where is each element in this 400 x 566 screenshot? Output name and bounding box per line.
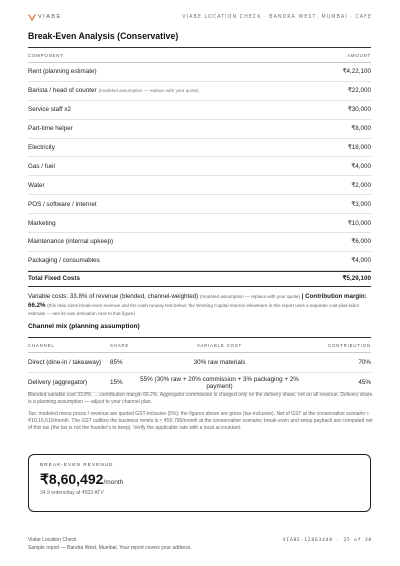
break-even-label: BREAK-EVEN REVENUE [40, 463, 114, 468]
page-header [28, 10, 372, 24]
variable-costs-note: (modeled assumption — replace with your quote) [199, 294, 300, 299]
channel-mix-table [28, 337, 371, 393]
fixed-cost-component [28, 257, 100, 264]
fixed-cost-amount: ₹18,000 [347, 144, 371, 151]
total-label: Total Fixed Costs [28, 275, 81, 283]
channel-variable-cost: 55% (30% raw + 20% commission + 3% packaging + 2% payment) [140, 375, 299, 390]
fixed-cost-amount: ₹30,000 [347, 106, 371, 114]
fixed-cost-amount: ₹8,000 [351, 125, 371, 133]
channel-name: Delivery (aggregator) [28, 379, 88, 386]
brand-name: VIABE [38, 14, 62, 20]
fixed-cost-amount: ₹6,000 [351, 238, 371, 246]
total-fixed-costs-row [28, 271, 371, 287]
channel-share: 15% [110, 379, 123, 386]
fixed-cost-label: Packaging / consumables [28, 257, 100, 265]
fixed-cost-component [28, 144, 55, 151]
fixed-cost-label: Service staff x2 [28, 106, 71, 114]
fixed-cost-component [28, 125, 73, 132]
channel-contribution: 45% [358, 379, 371, 386]
fixed-cost-component [28, 220, 56, 227]
fixed-cost-label: POS / software / internet [28, 200, 97, 208]
break-even-card [28, 454, 371, 512]
column-header-variable-cost: VARIABLE COST [197, 343, 242, 348]
fixed-cost-amount: ₹4,000 [351, 257, 371, 265]
channel-contribution: 70% [358, 359, 371, 366]
fixed-cost-amount: ₹4,22,100 [342, 68, 371, 76]
brand-logo [28, 13, 62, 21]
column-header-contribution: CONTRIBUTION [327, 343, 371, 348]
fixed-cost-note: (modeled assumption — replace with your quote) [98, 88, 199, 94]
fixed-cost-row [28, 195, 371, 214]
fixed-cost-row [28, 233, 371, 252]
fixed-costs-header [28, 47, 371, 63]
total-amount: ₹5,29,100 [342, 275, 371, 283]
column-header-channel: CHANNEL [28, 343, 55, 348]
fixed-cost-component [28, 201, 97, 208]
footer-subtitle: Sample report — Bandra West, Mumbai. Your report covers your address. [28, 544, 192, 551]
fixed-cost-label: Maintenance (internal upkeep) [28, 238, 114, 246]
fixed-cost-row [28, 139, 371, 158]
fixed-cost-row [28, 82, 371, 101]
page-footer [28, 537, 372, 552]
fixed-cost-row [28, 252, 371, 271]
column-header-share: SHARE [110, 343, 130, 348]
viabe-logo-icon [28, 13, 36, 21]
fixed-cost-component [28, 238, 113, 245]
fixed-cost-label: Water [28, 181, 45, 189]
fixed-cost-amount: ₹2,000 [351, 181, 371, 189]
fixed-cost-row [28, 157, 371, 176]
channel-name: Direct (dine-in / takeaway) [28, 359, 102, 366]
break-even-unit: /month [103, 479, 124, 486]
ratio-note: (this ratio sizes break-even revenue and the cash-runway test below; the Working Capital reserve elsewhere in this report uses a separate cost-plus-labor estimate — see its own derivation next to that figure) [28, 302, 360, 316]
fixed-cost-label: Electricity [28, 144, 55, 151]
contribution-margin: | Contribution margin: 66.2% [28, 293, 367, 309]
channel-mix-title: Channel mix (planning assumption) [28, 323, 140, 330]
fixed-cost-amount: ₹4,000 [351, 162, 371, 170]
blended-note: Blended variable cost 33.8% → contribution margin 66.2%. Aggregator commission is charged only on the delivery share, not on all revenue. Delivery share is a planning assumption — adjust to your channel plan. [28, 392, 373, 405]
channel-mix-row [28, 353, 371, 373]
fixed-cost-row [28, 63, 371, 82]
break-even-orders: 34.9 orders/day at ₹823 ATV [40, 490, 104, 496]
fixed-cost-component [28, 106, 71, 113]
fixed-cost-row [28, 214, 371, 233]
fixed-cost-label: Rent (planning estimate) [28, 68, 97, 76]
fixed-cost-amount: ₹22,000 [347, 87, 371, 95]
fixed-cost-row [28, 101, 371, 120]
fixed-cost-component [28, 182, 45, 189]
fixed-cost-label: Part-time helper [28, 125, 73, 133]
report-location-label: VIABE LOCATION CHECK · BANDRA WEST, MUMBAI · CAFE [182, 14, 372, 20]
fixed-cost-label: Barista / head of counter [28, 87, 97, 95]
tax-note: Tax: modeled menu prices / revenue are quoted GST-inclusive (5%); the figures above are gross (tax-inclusive). Net of GST at the conservative scenario ≈ ₹10,15,610/month. The GST outflow the business remits is ≈ ₹50,790/month at the conservative scenario; break-even and setup payback are computed net of this tax (the tax is not the founder's to keep). Verify the applicable rate with a local accountant. [28, 411, 373, 431]
footer-left [28, 537, 192, 552]
fixed-cost-amount: ₹3,000 [351, 200, 371, 208]
channel-variable-cost: 30% raw materials [193, 359, 246, 366]
channel-mix-header [28, 337, 371, 353]
fixed-cost-component [28, 68, 97, 75]
variable-costs-text: Variable costs: 33.8% of revenue (blended, channel-weighted) [28, 293, 199, 300]
fixed-cost-label: Marketing [28, 219, 56, 227]
page-reference: VIABE-12863448 · 25 of 38 [282, 538, 372, 543]
fixed-cost-row [28, 120, 371, 139]
fixed-cost-label: Gas / fuel [28, 162, 55, 170]
channel-share: 85% [110, 359, 123, 366]
column-header-amount: AMOUNT [347, 53, 371, 58]
fixed-cost-component [28, 87, 199, 94]
fixed-cost-component [28, 163, 55, 170]
page-title: Break-Even Analysis (Conservative) [28, 31, 179, 41]
fixed-cost-row [28, 176, 371, 195]
footer-title: Viabe Location Check [28, 537, 77, 543]
break-even-amount: ₹8,60,492 [40, 471, 104, 487]
variable-costs-paragraph [28, 293, 373, 319]
fixed-cost-amount: ₹10,000 [347, 219, 371, 227]
column-header-component: COMPONENT [28, 53, 64, 58]
channel-mix-row [28, 373, 371, 393]
fixed-costs-table [28, 47, 371, 287]
break-even-value [40, 471, 359, 488]
